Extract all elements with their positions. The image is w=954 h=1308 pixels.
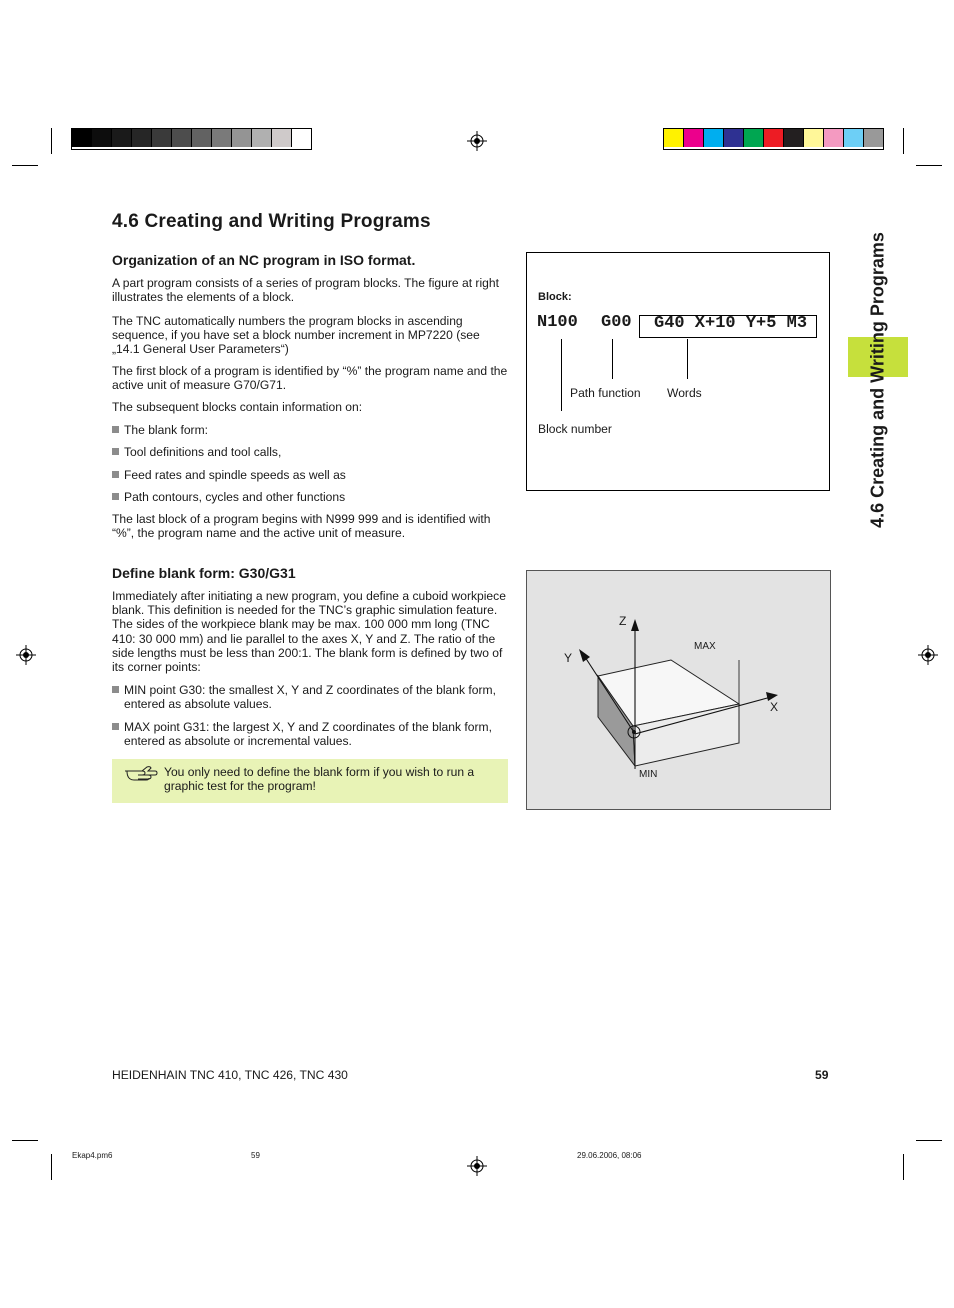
pointing-hand-icon <box>124 765 158 783</box>
color-swatch <box>212 129 232 147</box>
list-item <box>112 683 522 711</box>
grayscale-color-bar <box>71 128 312 150</box>
block-structure-figure <box>526 252 830 491</box>
color-swatch <box>724 129 744 147</box>
crop-mark <box>51 1154 52 1180</box>
slug-file: Ekap4.pm6 <box>72 1151 113 1160</box>
registration-mark-icon <box>16 645 36 665</box>
crop-mark <box>916 1140 942 1141</box>
color-swatch <box>92 129 112 147</box>
registration-mark-icon <box>467 131 487 151</box>
block-number-code: N100 <box>537 313 578 332</box>
color-swatch <box>272 129 292 147</box>
color-swatch <box>704 129 724 147</box>
path-function-code: G00 <box>601 313 632 332</box>
list-item <box>112 490 522 504</box>
section-heading-organization: Organization of an NC program in ISO format. <box>112 252 416 268</box>
note-box <box>112 759 508 803</box>
words-code: G40 X+10 Y+5 M3 <box>654 314 808 333</box>
process-color-bar <box>663 128 884 150</box>
list-item <box>112 445 522 459</box>
page-number: 59 <box>815 1068 829 1082</box>
blank-form-figure <box>526 570 831 810</box>
paragraph: Immediately after initiating a new program, you define a cuboid workpiece blank. This definition is needed for the TNC’s graphic simulation feature. The sides of the workpiece blank may be max. 100 000 mm long (TNC 410: 30 000 mm) and lie parallel to the axes X, Y and Z. The ratio of the side lengths must be less than 200:1. The blank form is defined by two of its corner points: <box>112 589 506 675</box>
y-axis-label: Y <box>564 651 573 665</box>
color-swatch <box>744 129 764 147</box>
leader-line <box>561 339 562 411</box>
list-item-text: The blank form: <box>124 423 209 437</box>
color-swatch <box>292 129 311 147</box>
paragraph: The first block of a program is identified by “%” the program name and the active unit of measure G70/G71. <box>112 364 508 393</box>
color-swatch <box>112 129 132 147</box>
registration-mark-icon <box>918 645 938 665</box>
note-text: You only need to define the blank form if you wish to run a graphic test for the program! <box>164 765 475 794</box>
color-swatch <box>192 129 212 147</box>
paragraph: The subsequent blocks contain information on: <box>112 400 363 414</box>
color-swatch <box>804 129 824 147</box>
list-item <box>112 468 522 482</box>
page-title: 4.6 Creating and Writing Programs <box>112 211 431 232</box>
words-box <box>639 315 817 338</box>
chapter-side-tab <box>848 200 908 560</box>
figure-label: Block: <box>538 291 572 303</box>
color-swatch <box>152 129 172 147</box>
color-swatch <box>764 129 784 147</box>
registration-mark-icon <box>467 1156 487 1176</box>
color-swatch <box>252 129 272 147</box>
list-item-text: Path contours, cycles and other functions <box>124 490 346 504</box>
color-swatch <box>232 129 252 147</box>
min-point-label: MIN <box>639 769 658 780</box>
list-item <box>112 720 522 748</box>
crop-mark <box>916 165 942 166</box>
color-swatch <box>784 129 804 147</box>
crop-mark <box>12 1140 38 1141</box>
side-tab-label: 4.6 Creating and Writing Programs <box>867 232 888 528</box>
color-swatch <box>684 129 704 147</box>
cuboid-diagram <box>527 571 830 809</box>
color-swatch <box>172 129 192 147</box>
color-swatch <box>864 129 883 147</box>
paragraph: A part program consists of a series of program blocks. The figure at right illustrates the elements of a block. <box>112 276 499 305</box>
list-item-text: MIN point G30: the smallest X, Y and Z coordinates of the blank form, entered as absolute values. <box>124 683 496 712</box>
block-number-label: Block number <box>538 422 612 436</box>
list-item-text: Tool definitions and tool calls, <box>124 445 282 459</box>
list-item-text: MAX point G31: the largest X, Y and Z coordinates of the blank form, entered as absolute or incremental values. <box>124 720 492 749</box>
crop-mark <box>903 1154 904 1180</box>
slug-date: 29.06.2006, 08:06 <box>577 1151 642 1160</box>
slug-page: 59 <box>251 1151 260 1160</box>
crop-mark <box>903 128 904 154</box>
list-item-text: Feed rates and spindle speeds as well as <box>124 468 346 482</box>
color-swatch <box>132 129 152 147</box>
words-label: Words <box>667 386 702 400</box>
crop-mark <box>12 165 38 166</box>
color-swatch <box>824 129 844 147</box>
crop-mark <box>51 128 52 154</box>
color-swatch <box>844 129 864 147</box>
color-swatch <box>72 129 92 147</box>
z-axis-label: Z <box>619 614 627 628</box>
x-axis-label: X <box>770 700 779 714</box>
leader-line <box>687 339 688 379</box>
leader-line <box>612 339 613 379</box>
footer-product: HEIDENHAIN TNC 410, TNC 426, TNC 430 <box>112 1068 348 1082</box>
list-item <box>112 423 522 437</box>
section-heading-blank-form: Define blank form: G30/G31 <box>112 565 296 581</box>
paragraph: The last block of a program begins with N999 999 and is identified with “%”, the program name and the active unit of measure. <box>112 512 491 541</box>
max-point-label: MAX <box>694 641 716 652</box>
color-swatch <box>664 129 684 147</box>
path-function-label: Path function <box>570 386 641 400</box>
paragraph: The TNC automatically numbers the program blocks in ascending sequence, if you have set a block number increment in MP7220 (see „14.1 General User Parameters“) <box>112 314 480 357</box>
